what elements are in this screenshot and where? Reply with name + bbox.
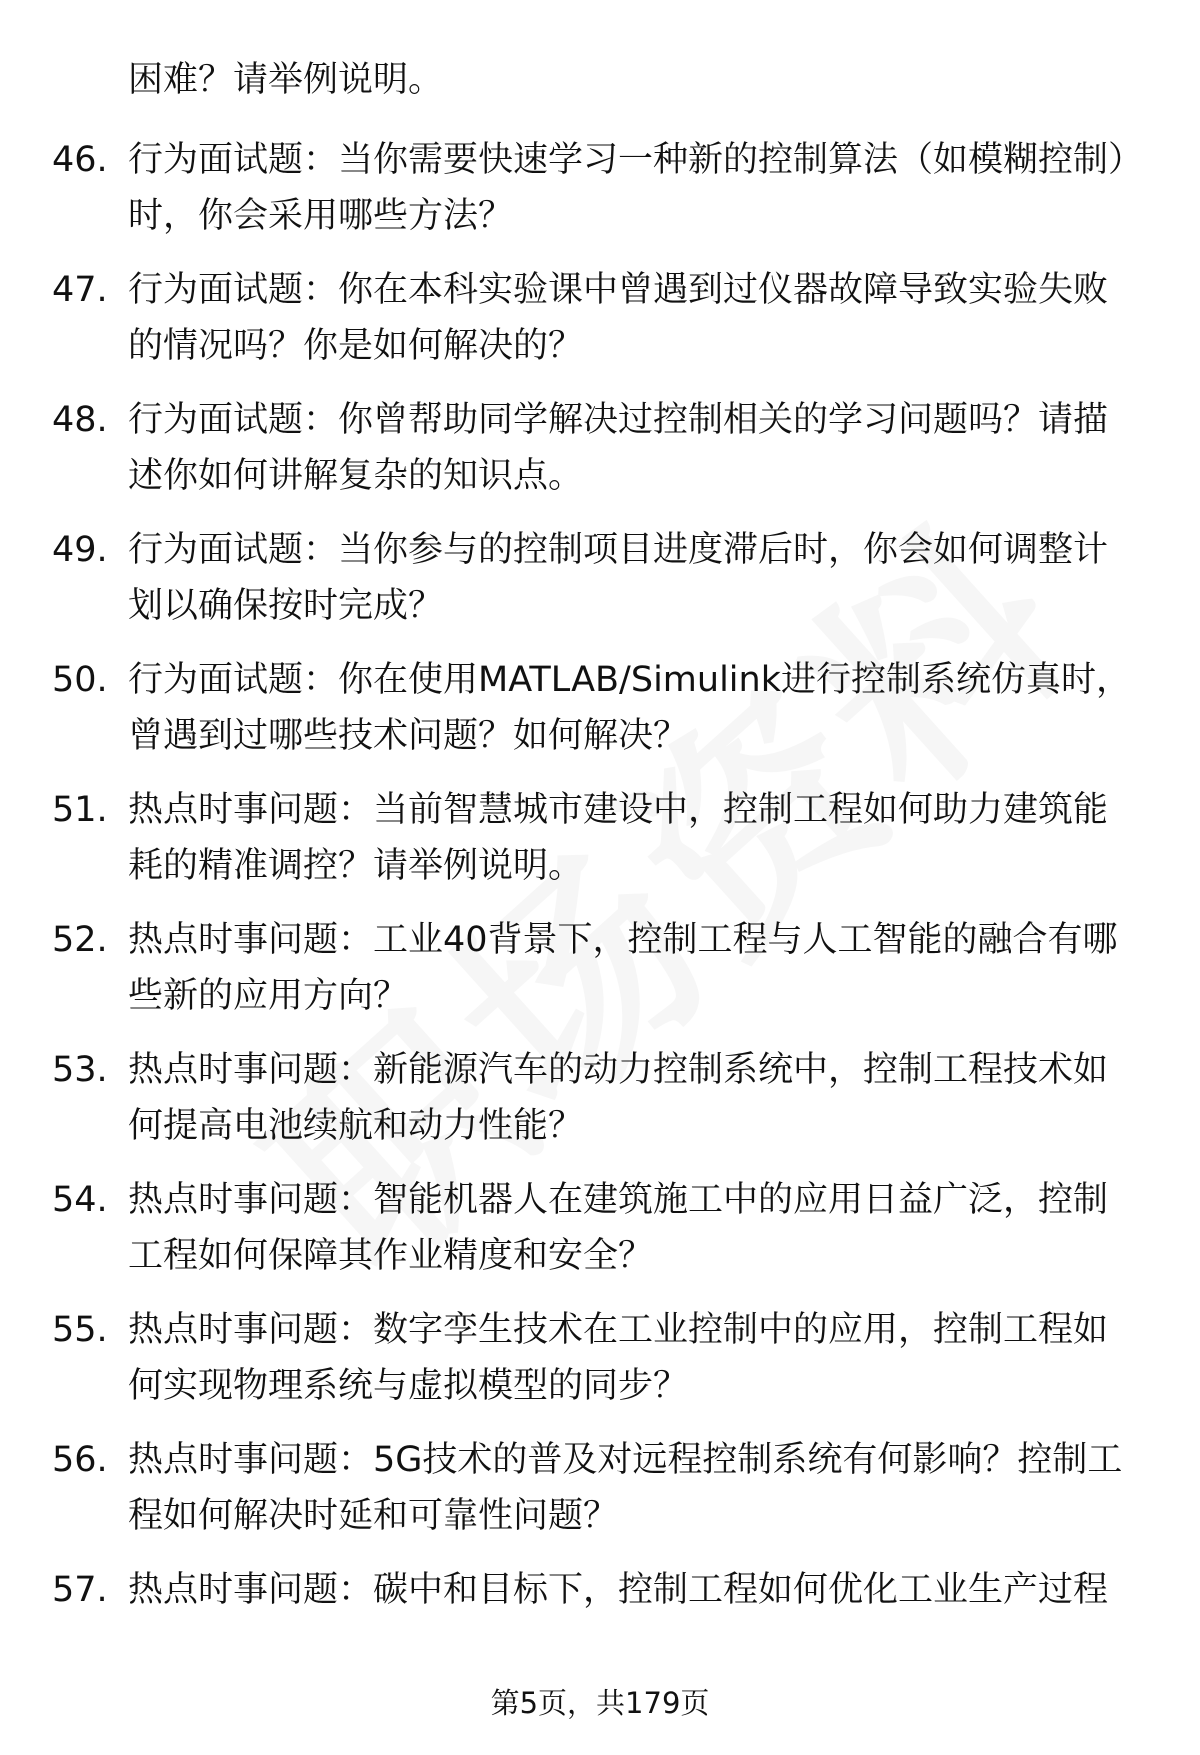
question-text: 行为面试题：你在本科实验课中曾遇到过仪器故障导致实验失败的情况吗？你是如何解决的？: [128, 270, 1109, 366]
question-number: 48.: [52, 400, 108, 440]
question-number: 46.: [52, 140, 108, 180]
list-item: [0, 132, 1200, 262]
question-number: 56.: [52, 1440, 108, 1480]
question-text: 热点时事问题：5G技术的普及对远程控制系统有何影响？控制工程如何解决时延和可靠性问题？: [128, 1440, 1123, 1536]
question-text: 热点时事问题：智能机器人在建筑施工中的应用日益广泛，控制工程如何保障其作业精度和安全？: [128, 1180, 1109, 1276]
question-number: 52.: [52, 920, 108, 960]
question-text: 行为面试题：你曾帮助同学解决过控制相关的学习问题吗？请描述你如何讲解复杂的知识点。: [128, 400, 1109, 496]
list-item: [0, 522, 1200, 652]
list-item: [0, 1562, 1200, 1692]
question-text: 行为面试题：当你参与的控制项目进度滞后时，你会如何调整计划以确保按时完成？: [128, 530, 1109, 626]
continued-question-text: 困难？请举例说明。: [128, 60, 444, 100]
page-footer: 第5页，共179页: [490, 1686, 710, 1720]
question-number: 54.: [52, 1180, 108, 1220]
question-number: 50.: [52, 660, 108, 700]
question-number: 53.: [52, 1050, 108, 1090]
list-item: [0, 1432, 1200, 1562]
list-item: [0, 912, 1200, 1042]
question-number: 51.: [52, 790, 108, 830]
question-text: 热点时事问题：当前智慧城市建设中，控制工程如何助力建筑能耗的精准调控？请举例说明。: [128, 790, 1109, 886]
list-item: [0, 1302, 1200, 1432]
list-item: [0, 782, 1200, 912]
list-item: [0, 262, 1200, 392]
question-text: 热点时事问题：碳中和目标下，控制工程如何优化工业生产过程: [128, 1570, 1109, 1610]
list-item: [0, 652, 1200, 782]
question-number: 47.: [52, 270, 108, 310]
question-text: 热点时事问题：新能源汽车的动力控制系统中，控制工程技术如何提高电池续航和动力性能？: [128, 1050, 1109, 1146]
list-item: [0, 1172, 1200, 1302]
question-number: 57.: [52, 1570, 108, 1610]
question-text: 热点时事问题：数字孪生技术在工业控制中的应用，控制工程如何实现物理系统与虚拟模型的同步？: [128, 1310, 1109, 1406]
question-text: 行为面试题：你在使用MATLAB/Simulink进行控制系统仿真时，曾遇到过哪些技术问题？如何解决？: [128, 660, 1131, 756]
question-text: 热点时事问题：工业40背景下，控制工程与人工智能的融合有哪些新的应用方向？: [128, 920, 1118, 1016]
question-number: 49.: [52, 530, 108, 570]
list-item: [0, 392, 1200, 522]
question-number: 55.: [52, 1310, 108, 1350]
list-item: [0, 1042, 1200, 1172]
question-list: [0, 132, 1200, 1692]
question-text: 行为面试题：当你需要快速学习一种新的控制算法（如模糊控制）时，你会采用哪些方法？: [128, 140, 1126, 236]
